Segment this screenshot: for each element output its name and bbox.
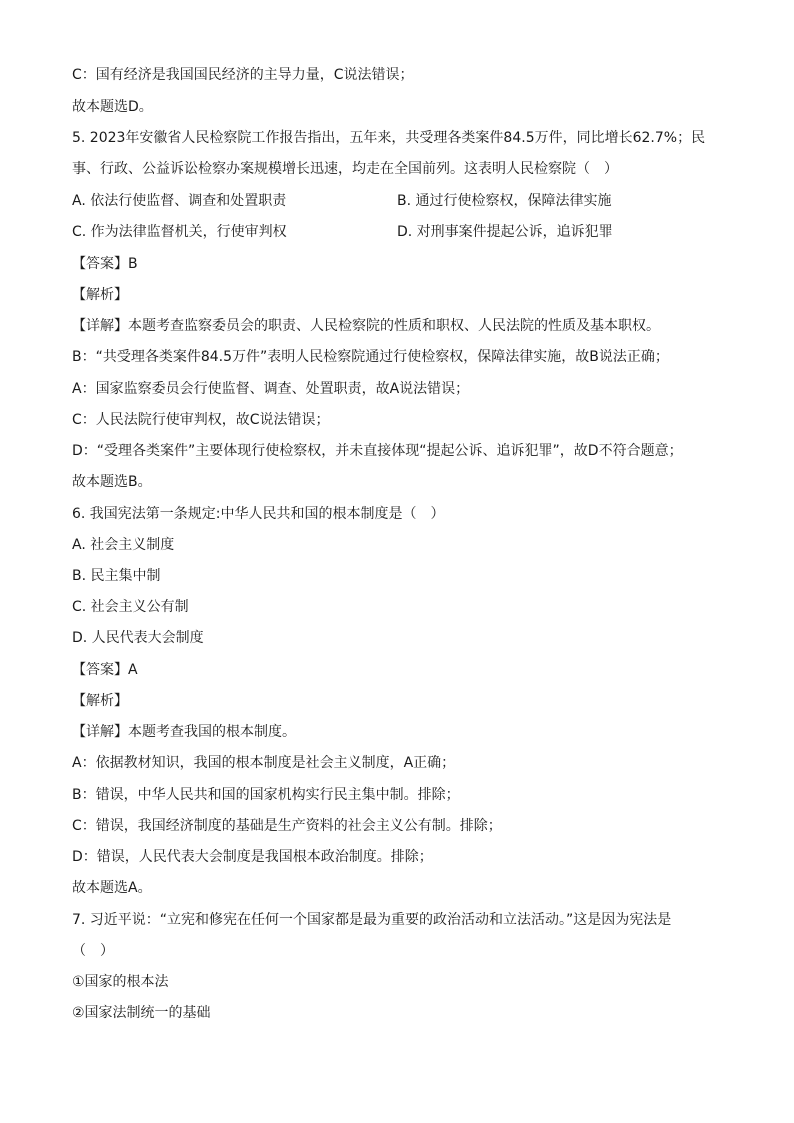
text-line: 故本题选A。 [72, 880, 152, 896]
text-line: C：错误，我国经济制度的基础是生产资料的社会主义公有制。排除； [72, 818, 502, 834]
text-line: A：依据教材知识，我国的根本制度是社会主义制度，A正确； [72, 755, 456, 771]
q6-option-c: C. 社会主义公有制 [72, 599, 189, 615]
question-5-stem-cont: 事、行政、公益诉讼检察办案规模增长迅速，均走在全国前列。这表明人民检察院（ ） [72, 161, 618, 177]
answer-label: 【答案】A [72, 662, 138, 678]
detail-line: 【详解】本题考查我国的根本制度。 [72, 724, 296, 740]
text-line: B：“共受理各类案件84.5万件”表明人民检察院通过行使检察权，保障法律实施，故B说法正确； [72, 349, 669, 365]
q6-option-d: D. 人民代表大会制度 [72, 630, 204, 646]
analysis-label: 【解析】 [72, 693, 128, 709]
text-line: D：错误，人民代表大会制度是我国根本政治制度。排除； [72, 849, 433, 865]
q5-option-a: A. 依法行使监督、调查和处置职责 [72, 193, 287, 209]
q5-option-d: D. 对刑事案件提起公诉，追诉犯罪 [397, 224, 613, 240]
question-6-stem: 6. 我国宪法第一条规定:中华人民共和国的根本制度是（ ） [72, 506, 445, 522]
q5-option-b: B. 通过行使检察权，保障法律实施 [397, 193, 612, 209]
q6-option-a: A. 社会主义制度 [72, 537, 175, 553]
text-line: D：“受理各类案件”主要体现行使检察权，并未直接体现“提起公诉、追诉犯罪”，故D不符合题意； [72, 443, 683, 459]
text-line: 故本题选B。 [72, 474, 152, 490]
detail-line: 【详解】本题考查监察委员会的职责、人民检察院的性质和职权、人民法院的性质及基本职权。 [72, 318, 660, 334]
q7-item-1: ①国家的根本法 [72, 974, 169, 990]
q7-item-2: ②国家法制统一的基础 [72, 1005, 211, 1021]
question-7-stem: 7. 习近平说：“立宪和修宪在任何一个国家都是最为重要的政治活动和立法活动。”这是因为宪法是 [72, 912, 672, 928]
question-5-stem: 5. 2023年安徽省人民检察院工作报告指出，五年来，共受理各类案件84.5万件，同比增长62.7%；民 [72, 130, 706, 146]
text-line: C：国有经济是我国国民经济的主导力量，C说法错误； [72, 67, 414, 83]
text-line: B：错误，中华人民共和国的国家机构实行民主集中制。排除； [72, 787, 460, 803]
text-line: 故本题选D。 [72, 99, 153, 115]
text-line: C：人民法院行使审判权，故C说法错误； [72, 412, 330, 428]
q5-option-c: C. 作为法律监督机关，行使审判权 [72, 224, 287, 240]
text-line: A：国家监察委员会行使监督、调查、处置职责，故A说法错误； [72, 381, 470, 397]
analysis-label: 【解析】 [72, 287, 128, 303]
q6-option-b: B. 民主集中制 [72, 568, 161, 584]
answer-label: 【答案】B [72, 256, 138, 272]
question-7-blank: （ ） [72, 943, 114, 959]
